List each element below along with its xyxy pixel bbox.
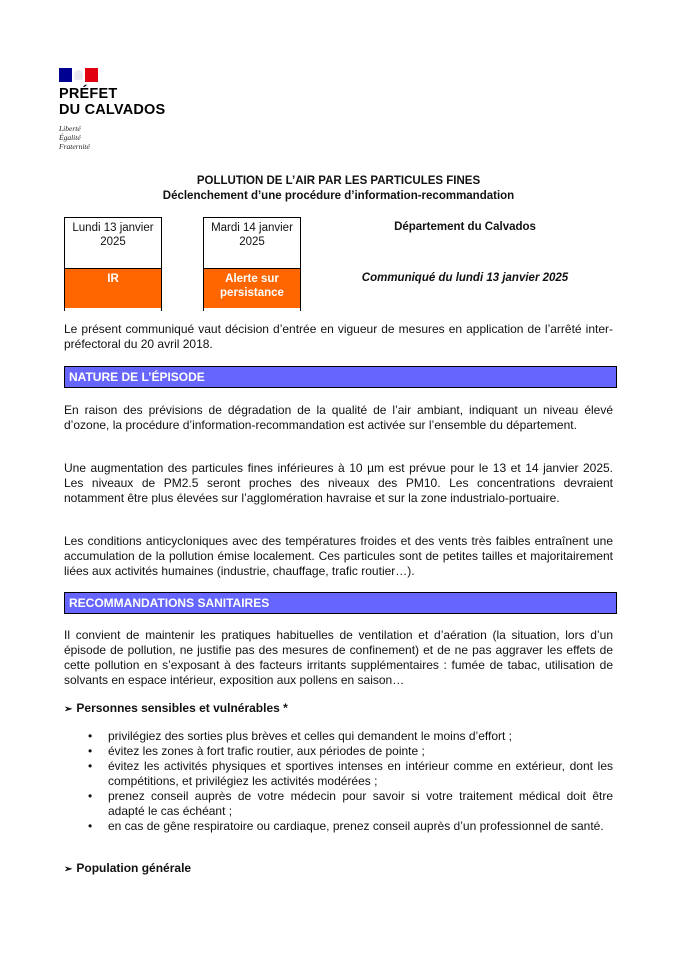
- list-item: • prenez conseil auprès de votre médecin pour savoir si votre traitement médical doit être adapté le cas échéant ;: [88, 789, 613, 818]
- arrow-bullet-icon: ➢: [64, 704, 73, 715]
- paragraph: Il convient de maintenir les pratiques habituelles de ventilation et d’aération (la situation, lors d’un épisode de pollution, ne justifie pas des mesures de confinement) et de ne pas aggraver les effets de cette pollution en s’exposant à des facteurs irritants supplémentaires : fumée de tabac, utilisation de solvants en espace intérieur, exposition aux pollens en saison…: [64, 628, 613, 687]
- section-header-nature: NATURE DE L’ÉPISODE: [64, 366, 617, 388]
- republic-motto: Liberté Égalité Fraternité: [59, 124, 90, 151]
- subheading-general-population: ➢ Population générale: [64, 861, 192, 875]
- bullet-icon: •: [88, 819, 93, 833]
- prefecture-logo: [59, 68, 165, 151]
- document-title: [0, 174, 677, 204]
- recommendation-list: [64, 729, 613, 834]
- day-date: Lundi 13 janvier 2025: [65, 218, 161, 269]
- intro-paragraph: Le présent communiqué vaut décision d’entrée en vigueur de mesures en application de l’arrêté inter-préfectoral du 20 avril 2018.: [64, 322, 613, 351]
- alert-level-badge: Alerte sur persistance: [204, 269, 300, 308]
- day-date: Mardi 14 janvier 2025: [204, 218, 300, 269]
- list-item: • évitez les zones à fort trafic routier, aux périodes de pointe ;: [88, 744, 425, 758]
- paragraph: Les conditions anticycloniques avec des températures froides et des vents très faibles entraînent une accumulation de la pollution émise localement. Ces particules sont de petites tailles et majoritairement liées aux activités humaines (industrie, chauffage, trafic routier…).: [64, 534, 613, 578]
- department-label: Département du Calvados: [394, 221, 536, 233]
- list-item: • évitez les activités physiques et sportives intenses en intérieur comme en extérieur, dont les compétitions, et privilégiez les activités modérées ;: [88, 759, 613, 788]
- communique-date: Communiqué du lundi 13 janvier 2025: [361, 272, 569, 284]
- marianne-flag-icon: [59, 68, 98, 82]
- main-title: POLLUTION DE L’AIR PAR LES PARTICULES FINES: [196, 175, 481, 187]
- bullet-icon: •: [88, 729, 93, 743]
- list-item: • privilégiez des sorties plus brèves et celles qui demandent le moins d’effort ;: [88, 729, 512, 743]
- bullet-icon: •: [88, 759, 93, 773]
- day-box-tuesday: [203, 217, 301, 311]
- bullet-icon: •: [88, 789, 93, 803]
- alert-level-badge: IR: [65, 269, 161, 308]
- day-box-monday: [64, 217, 162, 311]
- section-header-recommandations: RECOMMANDATIONS SANITAIRES: [64, 592, 617, 614]
- arrow-bullet-icon: ➢: [64, 864, 73, 875]
- list-item: • en cas de gêne respiratoire ou cardiaque, prenez conseil auprès d’un professionnel de santé.: [88, 819, 604, 833]
- subtitle: Déclenchement d’une procédure d’information-recommandation: [162, 190, 515, 202]
- bullet-icon: •: [88, 744, 93, 758]
- paragraph: En raison des prévisions de dégradation de la qualité de l’air ambiant, indiquant un niveau élevé d’ozone, la procédure d’information-recommandation est activée sur l’ensemble du département.: [64, 403, 613, 432]
- paragraph: Une augmentation des particules fines inférieures à 10 µm est prévue pour le 13 et 14 janvier 2025. Les niveaux de PM2.5 seront proches des niveaux des PM10. Les concentrations devraient notamment être plus élevées sur l’agglomération havraise et sur la zone industrialo-portuaire.: [64, 461, 613, 505]
- prefecture-name: PRÉFET DU CALVADOS: [59, 86, 166, 118]
- subheading-vulnerable: ➢ Personnes sensibles et vulnérables *: [64, 701, 288, 715]
